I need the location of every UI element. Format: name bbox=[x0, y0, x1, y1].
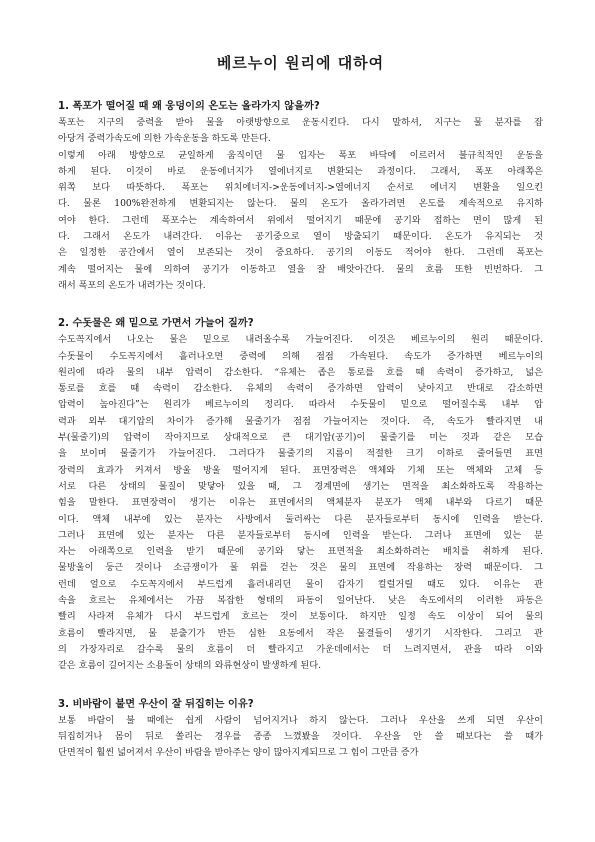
text-line: 장력의 효과가 커져서 방울 방울 떨어지게 된다. 표면장력은 액체와 기체 또는 액체와 고체 등 bbox=[58, 464, 543, 476]
text-line: 다. 그래서 온도가 내려간다. 이유는 공기중으로 열이 방출되기 때문이다. 온도가 유지되는 것 bbox=[58, 231, 543, 243]
paragraph bbox=[58, 332, 543, 674]
text-line: 위쪽 보다 따뜻하다. 폭포는 위치에너지->운동에너지->열에너지 순서로 에너지 변환을 일으킨 bbox=[58, 182, 543, 194]
text-line: 이렇게 아래 방향으로 균일하게 움직이던 물 입자는 폭포 바닥에 이르러서 불규칙적인 운동을 bbox=[58, 149, 543, 161]
text-line: 이다. 액체 내부에 있는 분자는 사방에서 둘러싸는 다른 분자들로부터 동시에 인력을 받는다. bbox=[58, 513, 543, 525]
text-line: 을 보이며 물줄기가 가늘어진다. 그러다가 물줄기의 지름이 적절한 크기 이하로 줄어들면 표면 bbox=[58, 448, 543, 460]
text-line: 통로를 흐를 때 속력이 감소한다. 유체의 속력이 증가하면 압력이 낮아지고 반대로 감소하면 bbox=[58, 383, 543, 395]
text-line: 흐름이 빨라지면, 물 분출기가 반든 심한 요동에서 작은 물결들이 생기기 시작한다. 그리고 관 bbox=[58, 627, 543, 639]
text-line: 여야 한다. 그런데 폭포수는 계속하여서 위에서 떨어지기 때문에 공기와 접하는 면이 많게 된 bbox=[58, 214, 543, 226]
text-line: 그러나 표면에 있는 분자는 다른 분자들로부터 동시에 인력을 받는다. 그러나 표면에 있는 분 bbox=[58, 529, 543, 541]
section-2 bbox=[58, 314, 543, 674]
text-line: 압력이 높아진다”는 원리가 베르누이의 정리다. 따라서 수돗물이 밑으로 떨어질수록 내부 압 bbox=[58, 399, 543, 411]
text-line: 같은 흐름이 길어지는 소용돌이 상태의 와류현상이 발생하게 된다. bbox=[58, 660, 321, 672]
text-line: 폭포는 지구의 중력을 받아 물을 아랫방향으로 운동시킨다. 다시 말하셔, 지구는 물 분자를 잡 bbox=[58, 117, 543, 128]
text-line: 원리에 따라 물의 내부 압력이 감소한다. “유체는 좁은 통로를 흐를 때 속력이 증가하고, 넓은 bbox=[58, 366, 543, 378]
text-line: 다. 물론 100%완전하게 변환되지는 않는다. 물의 온도가 올라가려면 온도를 계속적으로 유지하 bbox=[58, 198, 543, 210]
text-line: 력과 외부 대기압의 차이가 증가해 물줄기가 점점 가늘어지는 것이다. 즉, 속도가 빨라지면 내 bbox=[58, 415, 543, 427]
text-line: 단면적이 훨씬 넓어져서 우산이 바람을 받아주는 양이 많아지게되므로 그 힘이 그만큼 증가 bbox=[58, 747, 419, 759]
text-line: 빨리 사라져 유체가 다시 부드럽게 흐르는 것이 보통이다. 하지만 일정 속도 이상이 되어 물의 bbox=[58, 611, 543, 623]
document-body bbox=[58, 97, 543, 761]
text-line: 서로 다른 상태의 물질이 맞닿아 있을 때, 그 경계면에 생기는 면적을 최소화하도록 작용하는 bbox=[58, 480, 543, 492]
paragraph bbox=[58, 713, 543, 762]
text-line: 물방울이 둥근 것이나 소금쟁이가 물 위를 걷는 것은 물의 표면에 작용하는 장력 때문이다. 그 bbox=[58, 562, 543, 574]
text-line: 자는 아래쪽으로 인력을 받기 때문에 공기와 닿는 표면적을 최소화하려는 배치를 취하게 된다. bbox=[58, 546, 543, 558]
text-line: 수돗물이 수도꼭지에서 흘러나오면 중력에 의해 점점 가속된다. 속도가 증가하면 베르누이의 bbox=[58, 350, 543, 362]
text-line: 은 일정한 공간에서 열이 보존되는 것이 중요하다. 공기의 이동도 적어야 한다. 그런데 폭포는 bbox=[58, 247, 543, 259]
text-line: 힘을 말한다. 표면장력이 생기는 이유는 표면에서의 액체분자 분포가 액체 내부와 다르기 때문 bbox=[58, 497, 543, 509]
text-line: 래서 폭포의 온도가 내려가는 것이다. bbox=[58, 279, 206, 291]
text-line: 런데 얼으로 수도꼭지에서 부드럽게 흘러내리던 물이 갑자기 컬럴거릴 때도 있다. 이유는 관 bbox=[58, 578, 543, 590]
text-line: 하게 된다. 이것이 바로 운동에너지가 열에너지로 변환되는 과정이다. 그래서, 폭포 아래쪽은 bbox=[58, 165, 543, 177]
section-3 bbox=[58, 695, 543, 762]
text-line: 보통 바람이 불 때에는 쉽게 사람이 넘어지거나 하지 않는다. 그러나 우산을 쓰게 되면 우산이 bbox=[58, 714, 543, 726]
section-heading: 1. 폭포가 떨어질 때 왜 웅덩이의 온도는 올라가지 않을까? bbox=[58, 101, 320, 112]
text-line: 의 가장자리로 갈수록 물의 흐름이 더 빨라지고 가운데에서는 더 느려지면서, 관을 따라 이와 bbox=[58, 643, 543, 655]
text-line: 속을 흐르는 유체에서는 가끔 복잡한 형태의 파동이 일어난다. 낮은 속도에서의 이러한 파동은 bbox=[58, 595, 543, 607]
text-line: 뒤집히거나 몸이 뒤로 쏠리는 경우를 종종 느꼈봤을 것이다. 우산을 안 쓸 때보다는 쓸 때가 bbox=[58, 730, 543, 742]
paragraph bbox=[58, 115, 543, 294]
section-heading: 3. 비바람이 불면 우산이 잘 뒤집히는 이유? bbox=[58, 698, 254, 710]
section-1 bbox=[58, 97, 543, 294]
text-line: 수도꼭지에서 나오는 물은 밑으로 내려올수록 가늘어진다. 이것은 베르누이의 원리 때문이다. bbox=[58, 334, 543, 346]
text-line: 아당겨 중력가속도에 의한 가속운동을 하도록 만든다. bbox=[58, 133, 271, 145]
document-title: 베르누이 원리에 대하여 bbox=[216, 54, 385, 72]
text-line: 계속 떨어지는 물에 의하여 공기가 이동하고 열을 잘 배앗아간다. 물의 흐름 또한 빈번하다. 그 bbox=[58, 263, 543, 275]
section-heading: 2. 수돗물은 왜 밑으로 가면서 가늘어 질까? bbox=[58, 318, 254, 330]
text-line: 부(물줄기)의 압력이 작아지므로 상대적으로 큰 대기압(공기)이 물줄기를 미는 것과 같은 모습 bbox=[58, 432, 543, 444]
